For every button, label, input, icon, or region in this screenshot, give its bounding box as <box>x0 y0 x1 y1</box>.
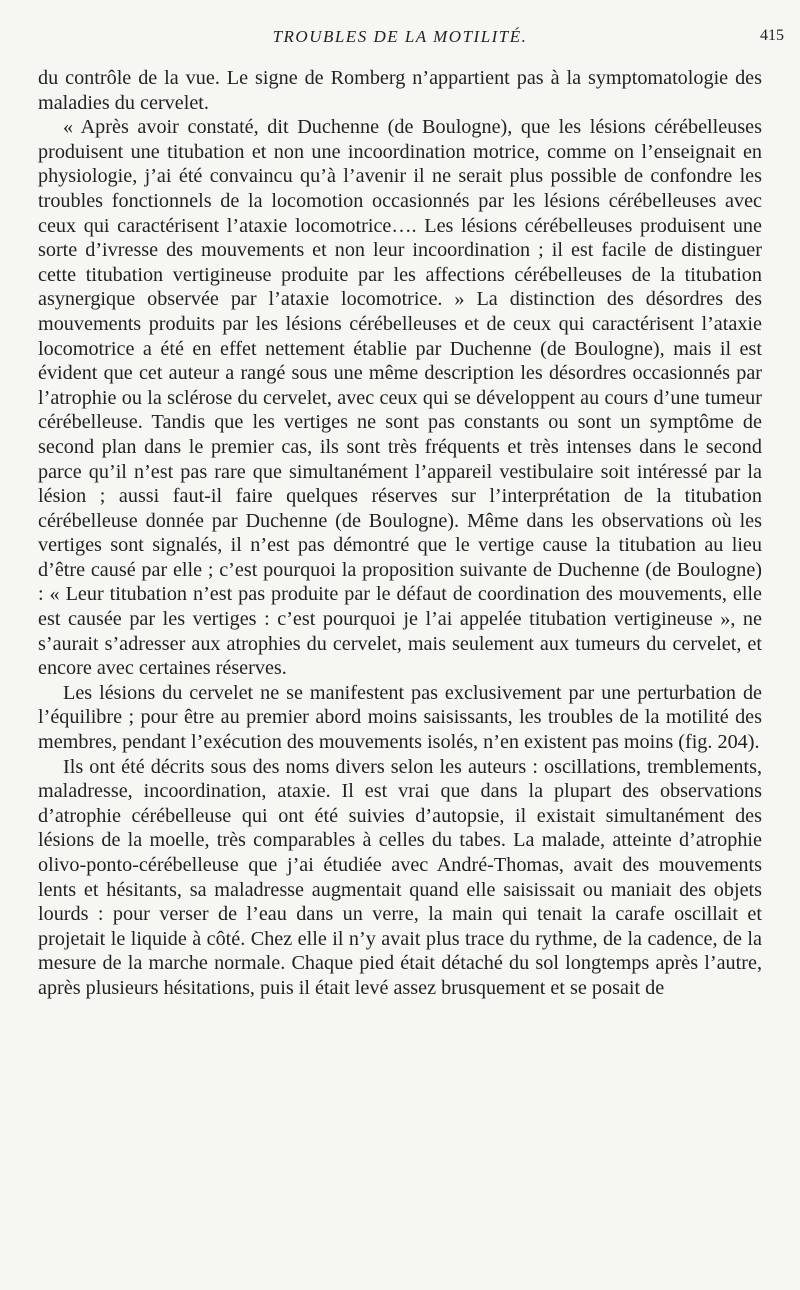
body-text <box>38 66 762 1001</box>
paragraph-4: Ils ont été décrits sous des noms divers selon les auteurs : oscillations, tremblements, maladresse, incoordination, ataxie. Il est vrai que dans la plupart des observations d’atrophie cérébelleuse qui ont été suivies d’autopsie, il existait simultanément des lésions de la moelle, très comparables à celles du tabes. La malade, atteinte d’atrophie olivo-ponto-cérébelleuse que j’ai étudiée avec André-Thomas, avait des mouvements lents et hésitants, sa maladresse augmentait quand elle saisissait ou maniait des objets lourds : pour verser de l’eau dans un verre, la main qui tenait la carafe oscillait et projetait le liquide à côté. Chez elle il n’y avait plus trace du rythme, de la cadence, de la mesure de la marche normale. Chaque pied était détaché du sol longtemps après l’autre, après plusieurs hésitations, puis il était levé assez brusquement et se posait de <box>38 755 762 999</box>
page-number: 415 <box>760 27 784 44</box>
paragraph-2: « Après avoir constaté, dit Duchenne (de Boulogne), que les lésions cérébelleuses produisent une titubation et non une incoordination motrice, comme on l’enseignait en physiologie, j’ai été convaincu qu’à l’avenir il ne serait plus possible de confondre les troubles fonctionnels de la locomotion occasionnés par les lésions cérébelleuses avec ceux qui caractérisent l’ataxie locomotrice…. Les lésions cérébelleuses produisent une sorte d’ivresse des mouvements et non leur incoordination ; il est facile de distinguer cette titubation vertigineuse produite par les affections cérébelleuses de la titubation asynergique observée par l’ataxie locomotrice. » La distinction des désordres des mouvements produits par les lésions cérébelleuses et de ceux qui caractérisent l’ataxie locomotrice a été en effet nettement établie par Duchenne (de Boulogne), mais il est évident que cet auteur a rangé sous une même description les désordres occasionnés par l’atrophie ou la sclérose du cervelet, avec ceux qui se développent au cours d’une tumeur cérébelleuse. Tandis que les vertiges ne sont pas constants ou sont un symptôme de second plan dans le premier cas, ils sont très fréquents et très intenses dans le second parce qu’il n’est pas rare que simultanément l’appareil vestibulaire soit intéressé par la lésion ; aussi faut-il faire quelques réserves sur l’interprétation de la titubation cérébelleuse donnée par Duchenne (de Boulogne). Même dans les observations où les vertiges sont signalés, il n’est pas démontré que le vertige cause la titubation au lieu d’être causé par elle ; c’est pourquoi la proposition suivante de Duchenne (de Boulogne) : « Leur titubation n’est pas produite par le défaut de coordination des mouvements, elle est causée par les vertiges : c’est pourquoi je l’ai appelée titubation vertigineuse », ne s’aurait s’adresser aux atrophies du cervelet, mais seulement aux tumeurs du cervelet, et encore avec certaines réserves. <box>38 116 762 680</box>
paragraph-3: Les lésions du cervelet ne se manifestent pas exclusivement par une perturbation de l’équilibre ; pour être au premier abord moins saisissants, les troubles de la motilité des membres, pendant l’exécution des mouvements isolés, n’en existent pas moins (fig. 204). <box>38 681 762 754</box>
running-title: TROUBLES DE LA MOTILITÉ. <box>272 27 528 46</box>
running-head <box>0 27 800 55</box>
paragraph-1: du contrôle de la vue. Le signe de Romberg n’appartient pas à la symptomatologie des maladies du cervelet. <box>38 67 762 114</box>
